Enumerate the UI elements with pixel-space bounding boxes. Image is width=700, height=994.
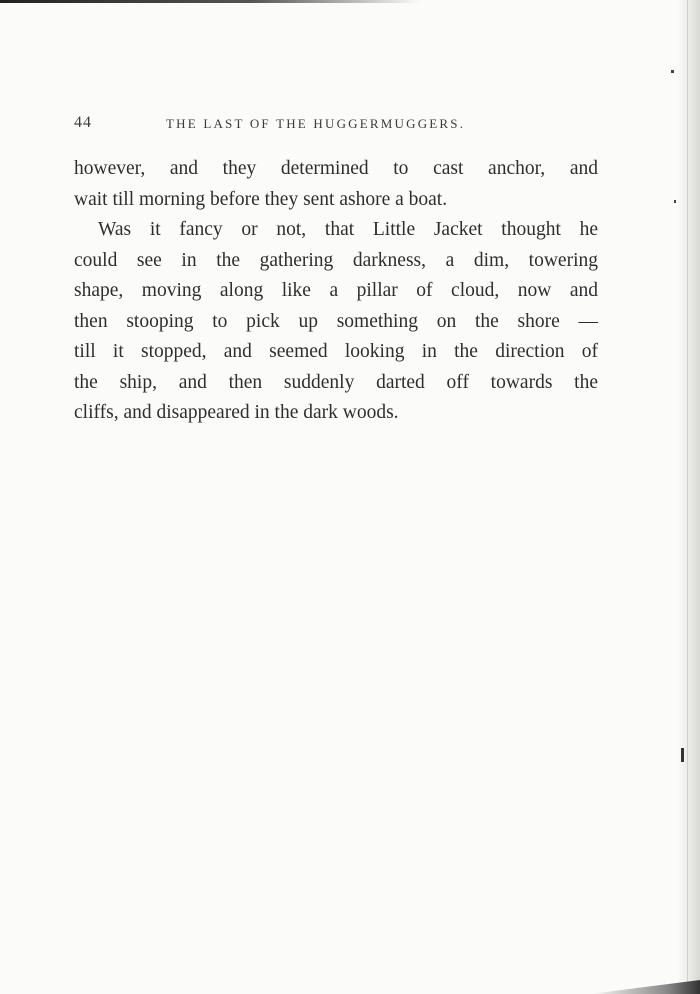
running-head-title: THE LAST OF THE HUGGERMUGGERS.: [166, 116, 466, 131]
scan-speck: [674, 200, 676, 203]
running-head: [74, 114, 594, 136]
text-line: shape, moving along like a pillar of cloud, now and: [74, 280, 598, 301]
scan-speck: [681, 748, 684, 762]
scan-edge-right: [678, 0, 700, 994]
scan-speck: [671, 70, 674, 73]
text-line: cliffs, and disappeared in the dark woods.: [74, 402, 399, 423]
text-line: could see in the gathering darkness, a dim, towering: [74, 249, 598, 271]
body-text: [74, 154, 598, 429]
scan-edge-top: [0, 0, 420, 3]
page-gutter-line: [687, 0, 688, 994]
text-line: the ship, and then suddenly darted off towards the: [74, 371, 598, 393]
text-line: Was it fancy or not, that Little Jacket thought he: [98, 219, 598, 240]
text-line: wait till morning before they sent ashore a boat.: [74, 188, 448, 210]
text-line: till it stopped, and seemed looking in the direction of: [74, 341, 598, 362]
page-number: 44: [74, 114, 92, 131]
text-line: then stooping to pick up something on the shore —: [74, 310, 598, 332]
text-line: however, and they determined to cast anchor, and: [74, 158, 598, 179]
